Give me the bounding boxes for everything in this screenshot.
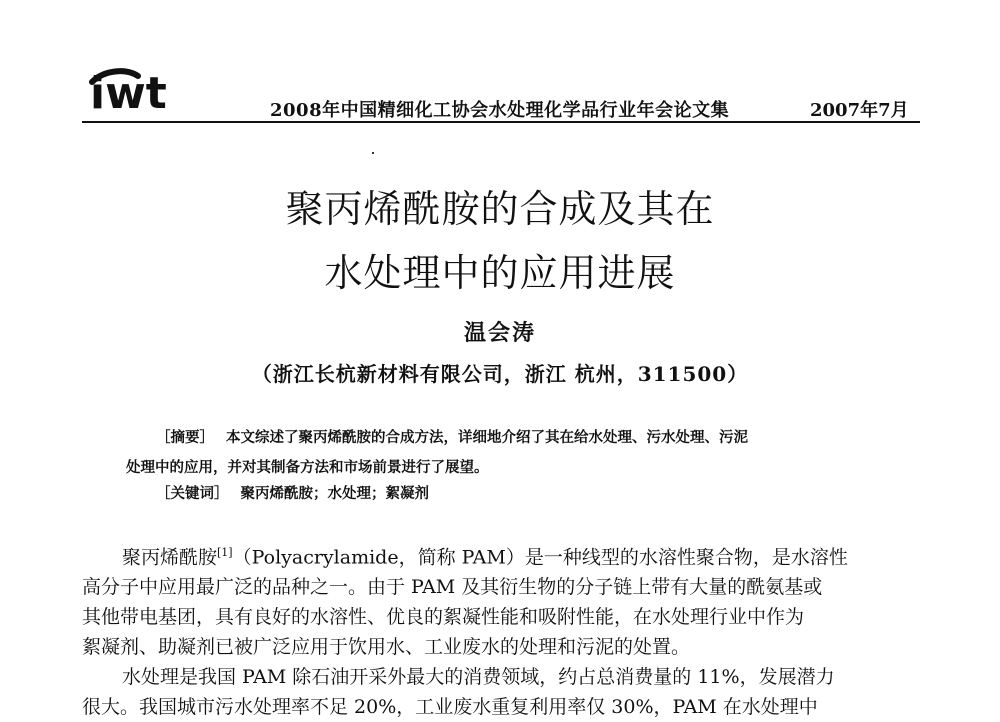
body-text-run: 聚丙烯酰胺	[122, 546, 218, 569]
body-line: 其他带电基团，具有良好的水溶性、优良的絮凝性能和吸附性能，在水处理行业中作为	[82, 606, 805, 629]
keywords	[156, 482, 429, 503]
body-line: 高分子中应用最广泛的品种之一。由于 PAM 及其衍生物的分子链上带有大量的酰氨基或	[82, 576, 823, 599]
abstract-text-1: 本文综述了聚丙烯酰胺的合成方法，详细地介绍了其在给水处理、污水处理、污泥	[226, 429, 748, 446]
svg-text:iwt: iwt	[90, 68, 167, 119]
abstract-label: ［摘要］	[156, 429, 214, 446]
body-paragraphs	[82, 538, 912, 722]
abstract-line-1	[126, 423, 886, 453]
journal-title: 2008年中国精细化工协会水处理化学品行业年会论文集	[270, 100, 730, 121]
keywords-label: ［关键词］	[156, 485, 229, 502]
body-line: 絮凝剂、助凝剂已被广泛应用于饮用水、工业废水的处理和污泥的处置。	[82, 636, 691, 659]
citation-ref[interactable]: [1]	[217, 546, 233, 559]
keywords-text: 聚丙烯酰胺；水处理；絮凝剂	[240, 485, 429, 502]
author-affiliation: （浙江长杭新材料有限公司，浙江 杭州，311500）	[251, 362, 749, 386]
body-line	[82, 538, 912, 572]
author-name: 温会涛	[463, 320, 536, 346]
publication-date: 2007年7月	[810, 100, 909, 121]
scan-speck	[372, 152, 374, 154]
body-text-run: （Polyacrylamide，简称 PAM）是一种线型的水溶性聚合物，是水溶性	[232, 546, 848, 569]
abstract	[126, 423, 886, 483]
abstract-text-2: 处理中的应用，并对其制备方法和市场前景进行了展望。	[126, 459, 489, 476]
paper-title-line-1: 聚丙烯酰胺的合成及其在	[285, 187, 715, 231]
body-line: 很大。我国城市污水处理率不足 20%，工业废水重复利用率仅 30%，PAM 在水处理中	[82, 696, 818, 719]
iwt-logo	[86, 60, 198, 119]
body-line: 水处理是我国 PAM 除石油开采外最大的消费领域，约占总消费量的 11%，发展潜力	[122, 666, 835, 689]
paper-title-line-2: 水处理中的应用进展	[324, 251, 676, 295]
header-divider	[82, 121, 920, 123]
